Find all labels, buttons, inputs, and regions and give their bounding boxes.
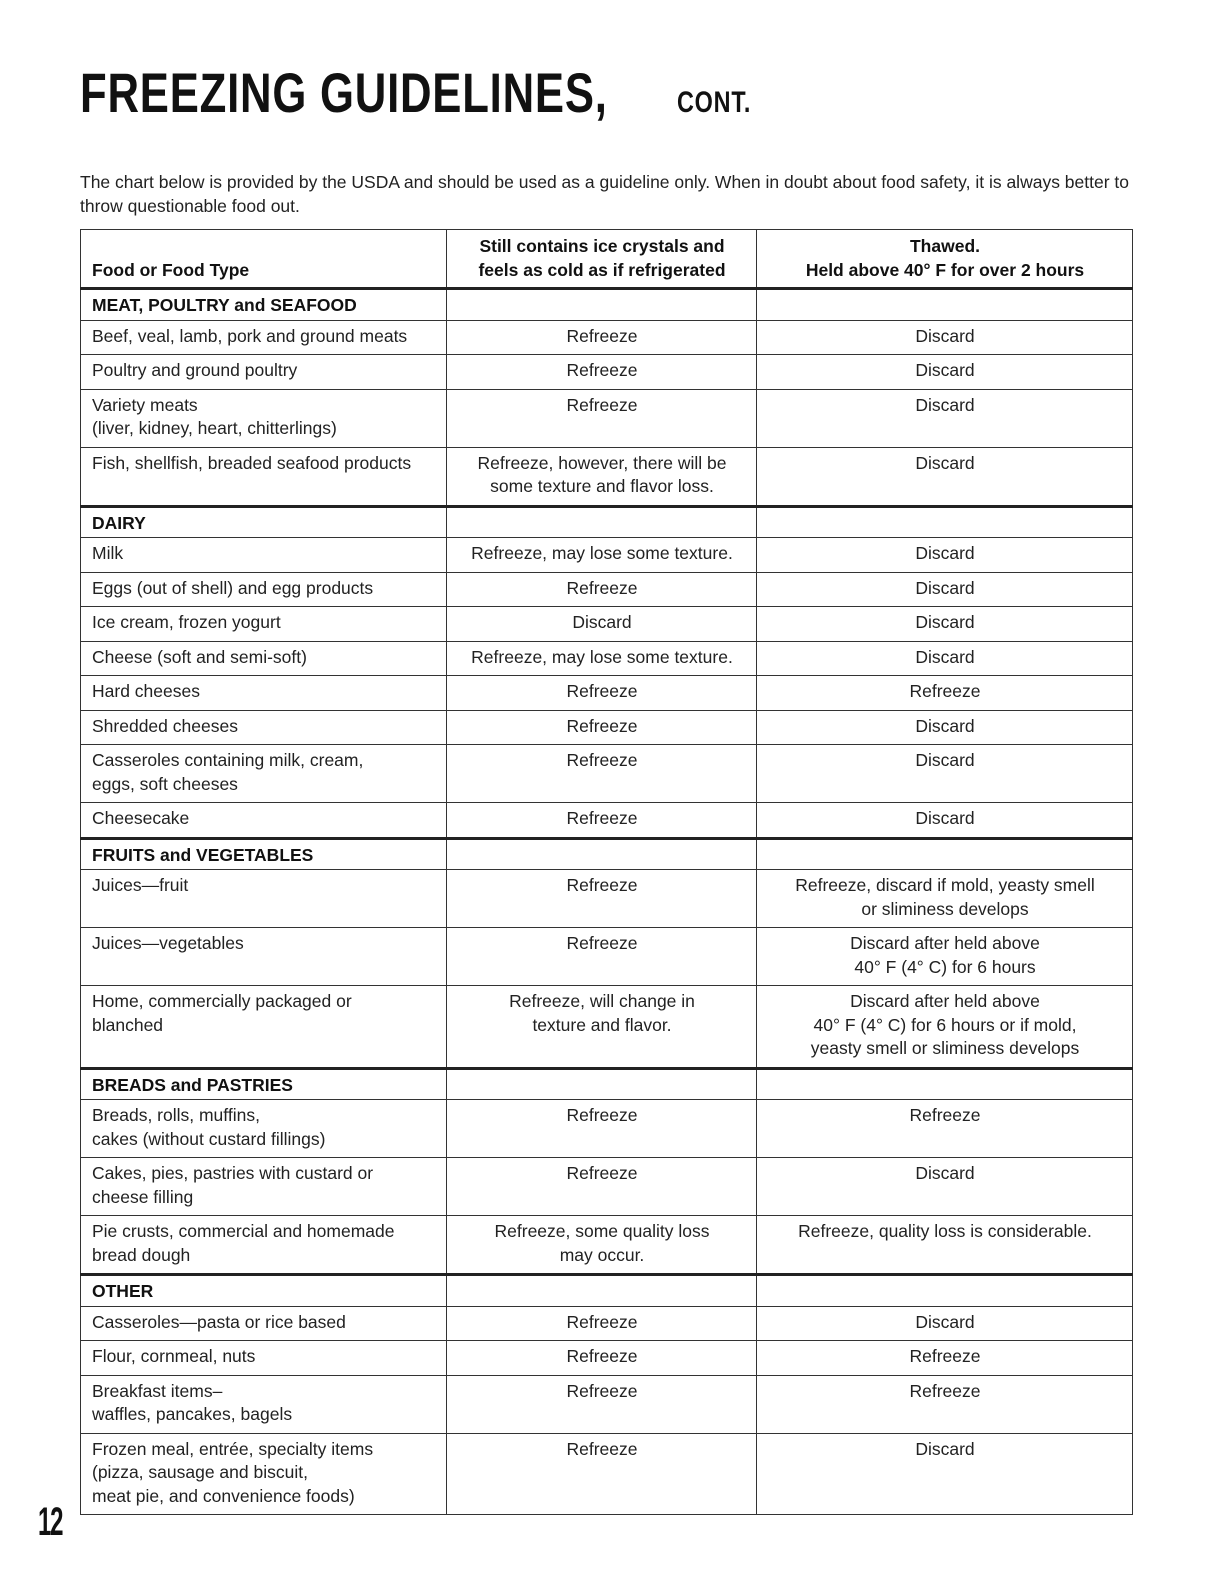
food-cell: Home, commercially packaged or blanched (81, 986, 447, 1069)
category-empty-cell (447, 289, 757, 321)
thawed-cell: Discard after held above 40° F (4° C) for 6 hours (757, 928, 1133, 986)
category-name: OTHER (81, 1275, 447, 1307)
category-row (81, 1275, 1133, 1307)
category-name: BREADS and PASTRIES (81, 1068, 447, 1100)
page-number: 12 (38, 1500, 63, 1544)
page-title (80, 60, 772, 132)
thawed-cell: Discard (757, 1306, 1133, 1341)
header-food: Food or Food Type (81, 230, 447, 289)
thawed-cell: Refreeze (757, 676, 1133, 711)
thawed-cell: Discard (757, 607, 1133, 642)
thawed-cell: Discard after held above 40° F (4° C) for 6 hours or if mold, yeasty smell or sliminess develops (757, 986, 1133, 1069)
food-cell: Frozen meal, entrée, specialty items (pizza, sausage and biscuit, meat pie, and convenience foods) (81, 1433, 447, 1515)
thawed-cell: Discard (757, 355, 1133, 390)
table-row (81, 447, 1133, 506)
table-row (81, 986, 1133, 1069)
food-cell: Cheesecake (81, 803, 447, 839)
ice-crystals-cell: Refreeze (447, 928, 757, 986)
table-row (81, 1306, 1133, 1341)
table-row (81, 928, 1133, 986)
food-cell: Beef, veal, lamb, pork and ground meats (81, 320, 447, 355)
ice-crystals-cell: Refreeze, may lose some texture. (447, 641, 757, 676)
category-row (81, 289, 1133, 321)
table-row (81, 1216, 1133, 1275)
intro-text: The chart below is provided by the USDA and should be used as a guideline only. When in doubt about food safety, it is always better to throw questionable food out. (80, 172, 1130, 216)
ice-crystals-cell: Refreeze, will change in texture and flavor. (447, 986, 757, 1069)
ice-crystals-cell: Refreeze, however, there will be some texture and flavor loss. (447, 447, 757, 506)
thawed-cell: Refreeze, quality loss is considerable. (757, 1216, 1133, 1275)
food-cell: Cakes, pies, pastries with custard or cheese filling (81, 1158, 447, 1216)
ice-crystals-cell: Refreeze (447, 389, 757, 447)
table-row (81, 745, 1133, 803)
food-cell: Casseroles containing milk, cream, eggs, soft cheeses (81, 745, 447, 803)
food-cell: Eggs (out of shell) and egg products (81, 572, 447, 607)
food-cell: Juices—vegetables (81, 928, 447, 986)
thawed-cell: Discard (757, 1158, 1133, 1216)
header-thawed: Thawed. Held above 40° F for over 2 hours (757, 230, 1133, 289)
ice-crystals-cell: Discard (447, 607, 757, 642)
table-row (81, 1375, 1133, 1433)
ice-crystals-cell: Refreeze (447, 676, 757, 711)
table-row (81, 676, 1133, 711)
table-row (81, 1100, 1133, 1158)
category-empty-cell (447, 1068, 757, 1100)
table-row (81, 355, 1133, 390)
ice-crystals-cell: Refreeze (447, 803, 757, 839)
food-cell: Pie crusts, commercial and homemade bread dough (81, 1216, 447, 1275)
table-row (81, 641, 1133, 676)
food-cell: Hard cheeses (81, 676, 447, 711)
ice-crystals-cell: Refreeze (447, 1341, 757, 1376)
category-name: DAIRY (81, 506, 447, 538)
category-empty-cell (757, 1275, 1133, 1307)
table-row (81, 1433, 1133, 1515)
ice-crystals-cell: Refreeze (447, 710, 757, 745)
category-name: MEAT, POULTRY and SEAFOOD (81, 289, 447, 321)
thawed-cell: Discard (757, 1433, 1133, 1515)
table-body (81, 289, 1133, 1515)
category-name: FRUITS and VEGETABLES (81, 838, 447, 870)
ice-crystals-cell: Refreeze (447, 1306, 757, 1341)
table-row (81, 607, 1133, 642)
thawed-cell: Discard (757, 803, 1133, 839)
food-cell: Shredded cheeses (81, 710, 447, 745)
ice-crystals-cell: Refreeze (447, 1158, 757, 1216)
thawed-cell: Refreeze (757, 1375, 1133, 1433)
category-row (81, 838, 1133, 870)
thawed-cell: Discard (757, 745, 1133, 803)
table-row (81, 710, 1133, 745)
category-empty-cell (757, 506, 1133, 538)
freezing-guidelines-table (80, 229, 1133, 1515)
table-row (81, 572, 1133, 607)
food-cell: Milk (81, 538, 447, 573)
food-cell: Breads, rolls, muffins, cakes (without custard fillings) (81, 1100, 447, 1158)
ice-crystals-cell: Refreeze (447, 1375, 757, 1433)
category-empty-cell (447, 506, 757, 538)
food-cell: Ice cream, frozen yogurt (81, 607, 447, 642)
food-cell: Poultry and ground poultry (81, 355, 447, 390)
thawed-cell: Discard (757, 447, 1133, 506)
food-cell: Juices—fruit (81, 870, 447, 928)
header-ice-crystals: Still contains ice crystals and feels as cold as if refrigerated (447, 230, 757, 289)
category-empty-cell (757, 289, 1133, 321)
table-row (81, 538, 1133, 573)
page-title-main: FREEZING GUIDELINES, (80, 61, 608, 124)
food-cell: Casseroles—pasta or rice based (81, 1306, 447, 1341)
category-empty-cell (757, 838, 1133, 870)
table-row (81, 1158, 1133, 1216)
food-cell: Breakfast items– waffles, pancakes, bagels (81, 1375, 447, 1433)
category-empty-cell (447, 838, 757, 870)
ice-crystals-cell: Refreeze, some quality loss may occur. (447, 1216, 757, 1275)
category-empty-cell (757, 1068, 1133, 1100)
food-cell: Cheese (soft and semi-soft) (81, 641, 447, 676)
thawed-cell: Discard (757, 389, 1133, 447)
thawed-cell: Refreeze (757, 1100, 1133, 1158)
table-row (81, 1341, 1133, 1376)
food-cell: Variety meats (liver, kidney, heart, chitterlings) (81, 389, 447, 447)
category-row (81, 506, 1133, 538)
ice-crystals-cell: Refreeze (447, 572, 757, 607)
ice-crystals-cell: Refreeze (447, 1433, 757, 1515)
thawed-cell: Discard (757, 710, 1133, 745)
thawed-cell: Discard (757, 572, 1133, 607)
food-cell: Fish, shellfish, breaded seafood products (81, 447, 447, 506)
thawed-cell: Discard (757, 320, 1133, 355)
ice-crystals-cell: Refreeze (447, 355, 757, 390)
food-cell: Flour, cornmeal, nuts (81, 1341, 447, 1376)
table-row (81, 870, 1133, 928)
category-empty-cell (447, 1275, 757, 1307)
table-row (81, 389, 1133, 447)
ice-crystals-cell: Refreeze (447, 745, 757, 803)
thawed-cell: Refreeze, discard if mold, yeasty smell or sliminess develops (757, 870, 1133, 928)
table-row (81, 803, 1133, 839)
thawed-cell: Discard (757, 538, 1133, 573)
thawed-cell: Discard (757, 641, 1133, 676)
ice-crystals-cell: Refreeze (447, 870, 757, 928)
category-row (81, 1068, 1133, 1100)
ice-crystals-cell: Refreeze, may lose some texture. (447, 538, 757, 573)
ice-crystals-cell: Refreeze (447, 320, 757, 355)
ice-crystals-cell: Refreeze (447, 1100, 757, 1158)
table-row (81, 320, 1133, 355)
thawed-cell: Refreeze (757, 1341, 1133, 1376)
table-header-row (81, 230, 1133, 289)
page-title-suffix: CONT. (676, 86, 751, 119)
